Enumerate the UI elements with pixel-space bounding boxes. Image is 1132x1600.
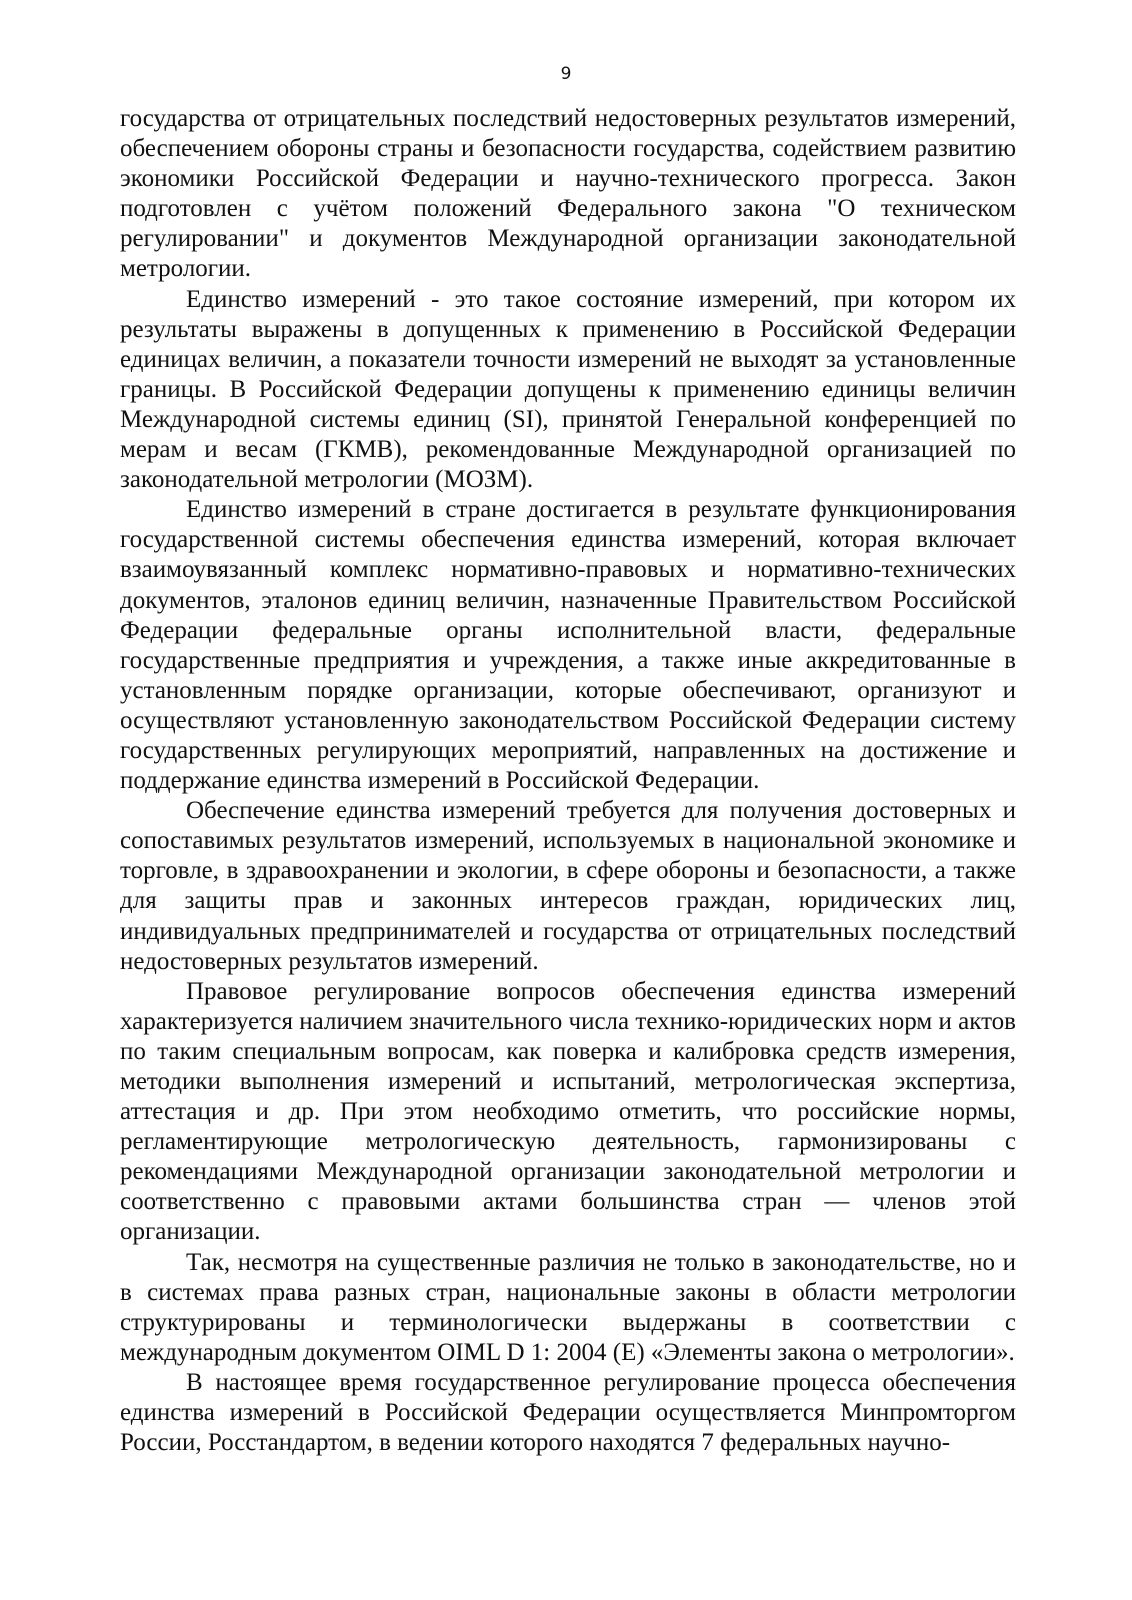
page-number: 9 bbox=[560, 64, 572, 84]
document-body bbox=[120, 104, 1016, 1458]
paragraph: Единство измерений - это такое состояние измерений, при котором их результаты выражены в допущенных к применению в Российской Федерации единицах величин, а показатели точности измерений не выходят за установленные границы. В Российской Федерации допущены к применению единицы величин Международной системы единиц (SI), принятой Генеральной конференцией по мерам и весам (ГКМВ), рекомендованные Международной организацией по законодательной метрологии (МОЗМ). bbox=[120, 285, 1016, 494]
paragraph-continuation: государства от отрицательных последствий недостоверных результатов измерений, обеспечением обороны страны и безопасности государства, содействием развитию экономики Российской Федерации и научно-технического прогресса. Закон подготовлен с учётом положений Федерального закона "О техническом регулировании" и документов Международной организации законодательной метрологии. bbox=[120, 105, 1016, 283]
paragraph: Обеспечение единства измерений требуется для получения достоверных и сопоставимых результатов измерений, используемых в национальной экономике и торговле, в здравоохранении и экологии, в сфере обороны и безопасности, а также для защиты прав и законных интересов граждан, юридических лиц, индивидуальных предпринимателей и государства от отрицательных последствий недостоверных результатов измерений. bbox=[120, 797, 1016, 975]
paragraph-truncated: В настоящее время государственное регулирование процесса обеспечения единства измерений в Российской Федерации осуществляется Минпромторгом России, Росстандартом, в ведении которого находятся 7 федеральных научно- bbox=[120, 1368, 1016, 1457]
paragraph: Единство измерений в стране достигается в результате функционирования государственной системы обеспечения единства измерений, которая включает взаимоувязанный комплекс нормативно-правовых и нормативно-технических документов, эталонов единиц величин, назначенные Правительством Российской Федерации федеральные органы исполнительной власти, федеральные государственные предприятия и учреждения, а также иные аккредитованные в установленным порядке организации, которые обеспечивают, организуют и осуществляют установленную законодательством Российской Федерации систему государственных регулирующих мероприятий, направленных на достижение и поддержание единства измерений в Российской Федерации. bbox=[120, 496, 1016, 795]
paragraph: Правовое регулирование вопросов обеспечения единства измерений характеризуется наличием значительного числа технико-юридических норм и актов по таким специальным вопросам, как поверка и калибровка средств измерения, методики выполнения измерений и испытаний, метрологическая экспертиза, аттестация и др. При этом необходимо отметить, что российские нормы, регламентирующие метрологическую деятельность, гармонизированы с рекомендациями Международной организации законодательной метрологии и соответственно с правовыми актами большинства стран — членов этой организации. bbox=[120, 977, 1016, 1246]
paragraph: Так, несмотря на существенные различия не только в законодательстве, но и в системах права разных стран, национальные законы в области метрологии структурированы и терминологически выдержаны в соответствии с международным документом OIML D 1: 2004 (E) «Элементы закона о метрологии». bbox=[120, 1248, 1016, 1366]
